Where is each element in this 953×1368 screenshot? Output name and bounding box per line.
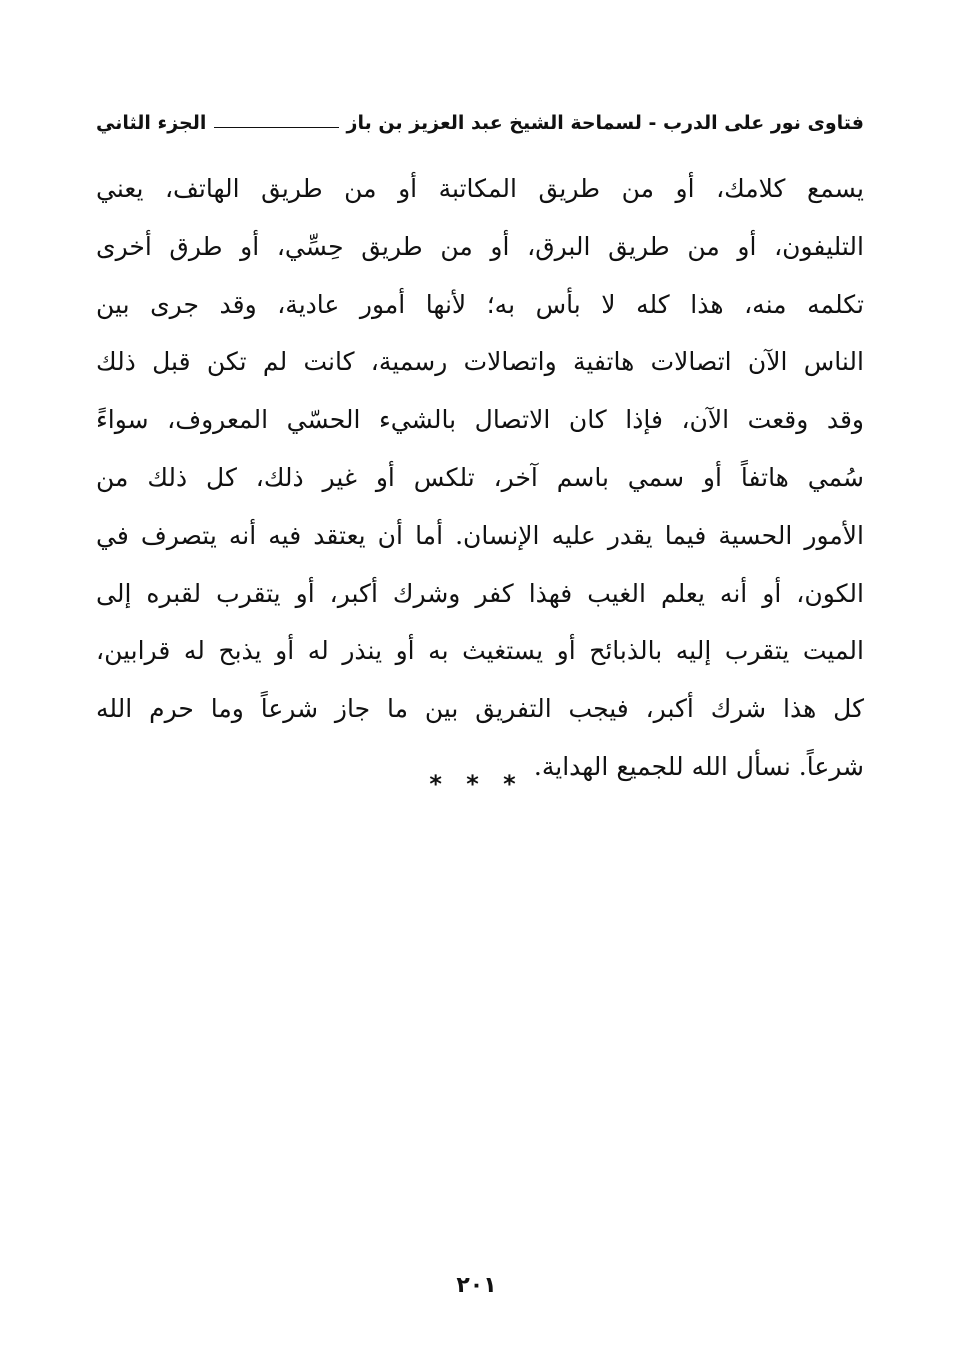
text-line: الميت يتقرب إليه بالذبائح أو يستغيث به أو ينذر له أو يذبح له قرابين، [96,636,864,666]
text-line: الناس الآن اتصالات هاتفية واتصالات رسمية، كانت لم تكن قبل ذلك [96,347,864,377]
text-line: وقد وقعت الآن، فإذا كان الاتصال بالشيء الحسّي المعروف، سواءً [96,405,864,435]
running-header [96,103,864,143]
volume-label: الجزء الثاني [96,112,207,134]
section-separator: * * * [429,770,524,798]
book-title: فتاوى نور على الدرب - لسماحة الشيخ عبد العزيز بن باز [346,112,864,134]
text-line: التليفون، أو من طريق البرق، أو من طريق حِسِّي، أو طرق أخرى [96,231,864,261]
text-line: يسمع كلامك، أو من طريق المكاتبة أو من طريق الهاتف، يعني [96,174,864,203]
text-line: الكون، أو أنه يعلم الغيب فهذا كفر وشرك أكبر، أو يتقرب لقبره إلى [96,578,864,608]
text-line: شرعاً. نسأل الله للجميع الهداية. [533,751,864,781]
text-line: تكلمه منه، هذا كله لا بأس به؛ لأنها أمور عادية، وقد جرى بين [96,289,864,319]
body-text [96,160,864,796]
text-line: سُمي هاتفاً أو سمي باسم آخر، تلكس أو غير ذلك، كل ذلك من [96,462,864,492]
header-rule [214,127,338,128]
text-line: كل هذا شرك أكبر، فيجب التفريق بين ما جاز شرعاً وما حرم الله [96,694,864,724]
page-number: ٢٠١ [456,1273,497,1298]
text-line: الأمور الحسية فيما يقدر عليه الإنسان. أما أن يعتقد فيه أنه يتصرف في [96,520,864,550]
